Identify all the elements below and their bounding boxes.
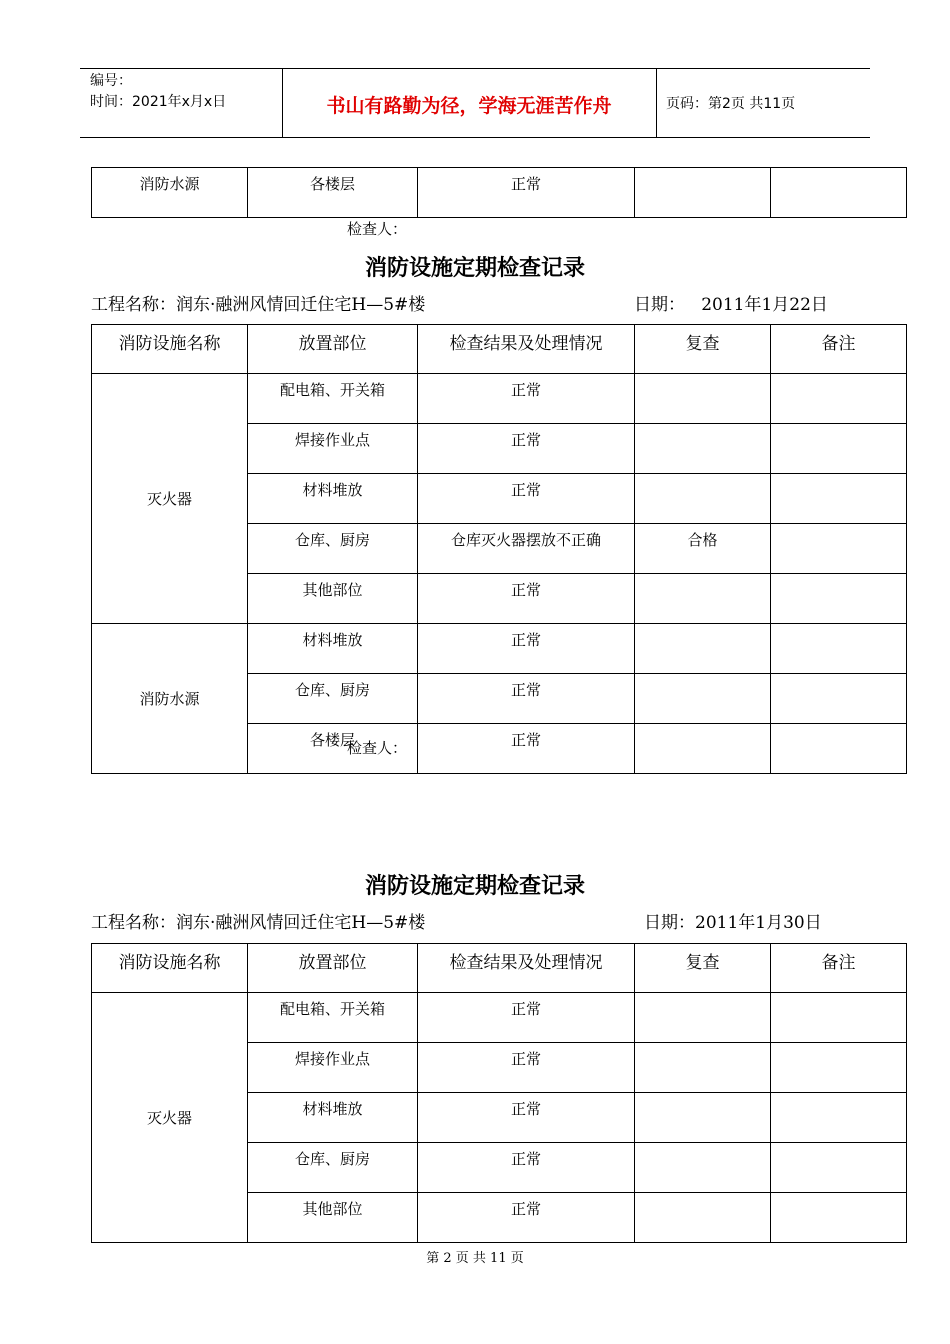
recheck-cell (635, 424, 771, 474)
recheck-cell (635, 168, 771, 218)
note-cell (771, 1093, 907, 1143)
result-cell: 正常 (418, 993, 635, 1043)
result-cell: 正常 (418, 168, 635, 218)
note-cell (771, 993, 907, 1043)
location-cell: 仓库、厨房 (248, 1143, 418, 1193)
page-footer: 第 2 页 共 11 页 (426, 1251, 524, 1266)
record-title: 消防设施定期检查记录 (364, 255, 585, 281)
continuation-table (91, 167, 907, 218)
table-row (92, 374, 907, 424)
column-header: 消防设施名称 (92, 325, 248, 374)
column-header: 复查 (635, 944, 771, 993)
recheck-cell (635, 574, 771, 624)
record-title: 消防设施定期检查记录 (364, 873, 585, 899)
result-cell: 正常 (418, 624, 635, 674)
recheck-cell (635, 1093, 771, 1143)
motto: 书山有路勤为径，学海无涯苦作舟 (326, 95, 612, 117)
inspector-label: 检查人： (347, 739, 408, 757)
location-cell: 焊接作业点 (248, 1043, 418, 1093)
page-indicator: 页码：第2页 共11页 (666, 96, 796, 112)
facility-group-cell: 消防水源 (92, 624, 248, 774)
result-cell: 仓库灭火器摆放不正确 (418, 524, 635, 574)
location-cell: 配电箱、开关箱 (248, 993, 418, 1043)
location-cell: 配电箱、开关箱 (248, 374, 418, 424)
result-cell: 正常 (418, 1043, 635, 1093)
record-date: 日期：2011年1月30日 (644, 913, 822, 933)
note-cell (771, 474, 907, 524)
recheck-cell (635, 374, 771, 424)
number-label: 编号： (90, 73, 132, 89)
note-cell (771, 1043, 907, 1093)
location-cell: 仓库、厨房 (248, 524, 418, 574)
column-header: 复查 (635, 325, 771, 374)
column-header: 检查结果及处理情况 (418, 325, 635, 374)
result-cell: 正常 (418, 724, 635, 774)
result-cell: 正常 (418, 1093, 635, 1143)
result-cell: 正常 (418, 674, 635, 724)
location-cell: 各楼层 (248, 724, 418, 774)
note-cell (771, 424, 907, 474)
time-label: 时间：2021年x月x日 (90, 94, 227, 110)
record-date: 日期： 2011年1月22日 (634, 295, 828, 315)
location-cell: 其他部位 (248, 574, 418, 624)
location-cell: 仓库、厨房 (248, 674, 418, 724)
result-cell: 正常 (418, 474, 635, 524)
note-cell (771, 524, 907, 574)
note-cell (771, 168, 907, 218)
facility-cell: 消防水源 (92, 168, 248, 218)
column-header: 放置部位 (248, 944, 418, 993)
header-meta (90, 71, 226, 113)
recheck-cell (635, 624, 771, 674)
note-cell (771, 574, 907, 624)
recheck-cell: 合格 (635, 524, 771, 574)
recheck-cell (635, 724, 771, 774)
header-divider (656, 69, 657, 137)
table-header-row (92, 325, 907, 374)
project-name: 工程名称：润东·融洲风情回迁住宅H—5#楼 (91, 295, 426, 315)
recheck-cell (635, 1193, 771, 1243)
column-header: 消防设施名称 (92, 944, 248, 993)
location-cell: 焊接作业点 (248, 424, 418, 474)
note-cell (771, 374, 907, 424)
page-header (80, 68, 870, 138)
recheck-cell (635, 993, 771, 1043)
recheck-cell (635, 1043, 771, 1093)
note-cell (771, 1193, 907, 1243)
inspection-table (91, 943, 907, 1243)
column-header: 放置部位 (248, 325, 418, 374)
result-cell: 正常 (418, 1143, 635, 1193)
note-cell (771, 674, 907, 724)
location-cell: 各楼层 (248, 168, 418, 218)
column-header: 检查结果及处理情况 (418, 944, 635, 993)
result-cell: 正常 (418, 1193, 635, 1243)
table-header-row (92, 944, 907, 993)
location-cell: 材料堆放 (248, 474, 418, 524)
facility-group-cell: 灭火器 (92, 993, 248, 1243)
inspection-table (91, 324, 907, 774)
table-row (92, 168, 907, 218)
recheck-cell (635, 674, 771, 724)
result-cell: 正常 (418, 574, 635, 624)
column-header: 备注 (771, 325, 907, 374)
note-cell (771, 624, 907, 674)
location-cell: 材料堆放 (248, 1093, 418, 1143)
project-name: 工程名称：润东·融洲风情回迁住宅H—5#楼 (91, 913, 426, 933)
location-cell: 材料堆放 (248, 624, 418, 674)
location-cell: 其他部位 (248, 1193, 418, 1243)
table-row (92, 624, 907, 674)
facility-group-cell: 灭火器 (92, 374, 248, 624)
result-cell: 正常 (418, 424, 635, 474)
note-cell (771, 724, 907, 774)
note-cell (771, 1143, 907, 1193)
column-header: 备注 (771, 944, 907, 993)
table-row (92, 993, 907, 1043)
recheck-cell (635, 1143, 771, 1193)
recheck-cell (635, 474, 771, 524)
inspector-label: 检查人： (347, 220, 408, 238)
result-cell: 正常 (418, 374, 635, 424)
